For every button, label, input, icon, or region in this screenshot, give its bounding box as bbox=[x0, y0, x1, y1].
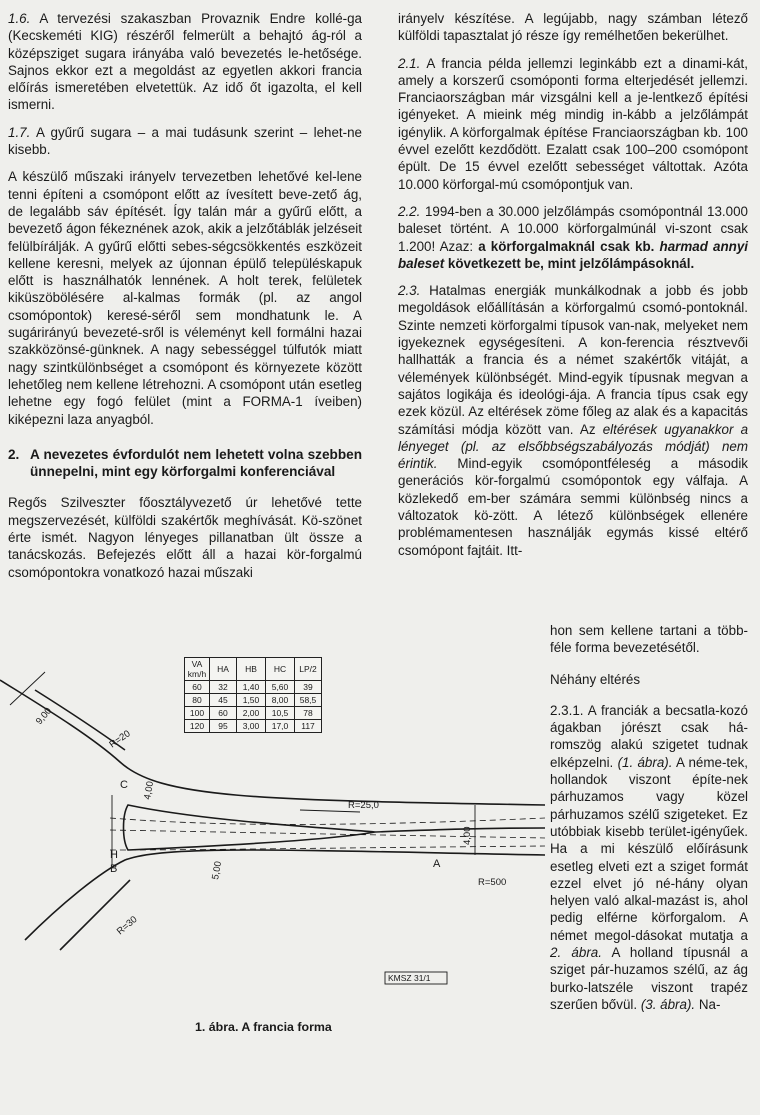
table-cell: 10,5 bbox=[266, 707, 295, 720]
table-cell: 8,00 bbox=[266, 694, 295, 707]
bold-italic-text: harmad annyi baleset bbox=[398, 238, 748, 271]
carriageway-edge bbox=[375, 828, 545, 832]
table-cell: 95 bbox=[210, 720, 237, 733]
italic-text: eltérések ugyanakkor a lényeget (pl. az elsőbbségszabályozás módját) nem érintik. bbox=[398, 421, 749, 472]
centerline bbox=[110, 830, 545, 838]
dimension-label: 4,00 bbox=[142, 780, 157, 801]
figure-ref: (3. ábra). bbox=[640, 996, 696, 1012]
table-cell: 45 bbox=[210, 694, 237, 707]
paragraph-body: A készülő műszaki irányelv tervezetben lehetővé kel-lene tenni építeni a csomópont előtt az ívesített beve-zető ág, de legalább sáv építését. Így talán már a gyűrű előtt, a bevezető ágon fékeznének azok, akik a jelzőtáblák jelzéseit felülbírálják. A gyűrű előtti sebes-ségcsökkentés eszközeit kellene keresni, melyek az újonnan épülő településkapuk előtt is használhatók lennének. A holt terek, felületek kiküszöbölésére al-kalmas formák (pl. az angol csomópontok) keresé-séről sem mondhatunk le. A sugárirányú bevezeté-sről is véleményt kell formálni hazai szakközönsé-günknek. A nagy sebességgel túlfutók miatt nagy szintkülönbséget a csomópont és környezete között lehetőleg nem kellene létrehozni. A csomópont után esetleg lehetne egy fogó felület (mint a FORMA-1 íveiben) kiképezni laza anyagból. bbox=[8, 169, 362, 427]
radius-label: R=20 bbox=[107, 728, 133, 751]
heading-number: 2. bbox=[8, 446, 20, 462]
table-cell: 60 bbox=[210, 707, 237, 720]
paragraph-text: Na- bbox=[695, 996, 721, 1012]
dimension-label: 9,00 bbox=[33, 705, 55, 727]
table-cell: 2,00 bbox=[237, 707, 266, 720]
left-column bbox=[8, 10, 362, 591]
radius-label: R=500 bbox=[478, 877, 507, 888]
table-cell: 100 bbox=[185, 707, 210, 720]
point-label-h: H bbox=[110, 849, 118, 861]
table-header-cell: HC bbox=[266, 658, 295, 681]
section-heading bbox=[8, 446, 362, 481]
point-label-a: A bbox=[433, 858, 441, 870]
drawing-stamp: KMSZ 31/1 bbox=[388, 973, 431, 983]
road-edge-lower-inner bbox=[60, 880, 130, 950]
right-column bbox=[398, 10, 748, 559]
paragraph-text: Mind-egyik csomópontféleség a második generációs kör-forgalmú csomópontok egy válfaja. A közlekedő em-ber számára semmi különbség nincs a változatok kö-zött. A létező különbségek ellenére problémamentesen használják egymás kissé eltérő csomópont fajtáit. Itt- bbox=[398, 456, 748, 558]
paragraph-continuation-2: hon sem kellene tartani a több-féle forma bevezetésétől. bbox=[550, 623, 748, 656]
paragraph-2-3 bbox=[398, 282, 748, 559]
paragraph-text: A francia példa jellemzi leginkább ezt a dinami-kát, amely a korszerű csomóponti forma elterjedését jellemzi. Franciaországban már vizsgálni kell a je-lentkező építési igényeket. A mieink még mindig in-kább a jelzőlámpát igénylik. A körforgalmak építése Franciaországban kb. 100 évvel ezelőtt kezdődött. Ezalatt csak 100–200 csomópont épült. De 15 évvel ezelőtt sebességet váltottak. Azóta 10.000 körforgal-mú csomópontjuk van. bbox=[398, 55, 748, 192]
paragraph-text: Hatalmas energiák munkálkodnak a jobb és jobb megoldások előállításán a körforgalmú csomó-pontoknál. Szinte nemzeti körforgalmi típusok van-nak, melyeket nem igyekeznek egységesíteni. A kon-ferencia résztvevői hallhatták a francia és a német szakértők vitáját, a vélemények különbségét. Mind-egyik típusnak megvan a sajátos logikája és ideológi-ája. A francia típus csak egy ezek közül. Az eltérések zöme főleg az alak és a kapacitás számítási módja között van. Az bbox=[398, 283, 748, 437]
table-cell: 117 bbox=[295, 720, 322, 733]
roundabout-entry-drawing bbox=[0, 650, 545, 1020]
radius-label: R=25,0 bbox=[348, 800, 379, 811]
bold-text: következett be, mint jelzőlámpásoknál. bbox=[444, 255, 695, 271]
guide-line bbox=[110, 818, 545, 824]
table-cell: 1,50 bbox=[237, 694, 266, 707]
paragraph-body-2: Regős Szilveszter főosztályvezető úr lehetővé tette megszervezését, külföldi szakértők meghívását. Kö-szönet érte ismét. Nagyon lényeges pillanatban ült össze a tanácskozás. Befejezés előtt áll a hazai kör-forgalmú csomópontokra vonatkozó hazai műszaki bbox=[8, 495, 362, 580]
section-number: 2.2. bbox=[398, 203, 421, 219]
section-number: 2.3. bbox=[398, 283, 421, 299]
road-edge-lower-outer bbox=[25, 850, 545, 940]
table-header-cell: VA km/h bbox=[185, 658, 210, 681]
figure-ref: (1. ábra). bbox=[617, 754, 673, 770]
dimension-line bbox=[10, 672, 45, 705]
figure-ref: 2. ábra. bbox=[550, 945, 602, 961]
section-number: 2.1. bbox=[398, 55, 421, 71]
paragraph-text: A néme-tek, hollandok viszont építe-nek párhuzamos vagy közel párhuzamos szélű szigeteket. Ez utóbbiak kisebb terület-igényűek. Ha a mi készülő előírásunk esetleg elveti ezt a sziget formát ezzel elvet jó né-hány olyan helyen való alkal-mazást is, ahol pedig elférne körforgalom. A német megol-dásokat mutatja a bbox=[550, 754, 749, 943]
dimension-label: 4,00 bbox=[462, 826, 473, 845]
table-cell: 1,40 bbox=[237, 681, 266, 694]
paragraph-2-1 bbox=[398, 55, 748, 193]
table-cell: 32 bbox=[210, 681, 237, 694]
point-label-b: B bbox=[110, 863, 118, 875]
paragraph-text: A franciák a becsatla-kozó ágakban jórészt csak há-romszög alakú szigetet tudnak elképzelni. bbox=[550, 702, 748, 770]
point-label-c: C bbox=[120, 779, 128, 791]
paragraph-text: 1994-ben a 30.000 jelzőlámpás csomópontnál 13.000 baleset történt. A 10.000 körforgalmúnál vi-szont csak 1.200! Azaz: bbox=[398, 203, 748, 254]
paragraph-2-2 bbox=[398, 203, 748, 272]
subheading: Néhány eltérés bbox=[550, 671, 641, 687]
bold-text: a körforgalmaknál csak kb. bbox=[478, 238, 660, 254]
paragraph-continuation: irányelv készítése. A legújabb, nagy számban létező külföldi tapasztalat jó része így remélhetően bekerülhet. bbox=[398, 11, 748, 44]
table-cell: 78 bbox=[295, 707, 322, 720]
paragraph-1-7 bbox=[8, 124, 362, 159]
figure-1 bbox=[0, 650, 545, 1050]
section-number: 1.6. bbox=[8, 11, 31, 26]
table-cell: 3,00 bbox=[237, 720, 266, 733]
table-cell: 60 bbox=[185, 681, 210, 694]
table-header-cell: HA bbox=[210, 658, 237, 681]
paragraph-2-3-1 bbox=[550, 702, 748, 1013]
section-number: 1.7. bbox=[8, 124, 31, 140]
table-cell: 39 bbox=[295, 681, 322, 694]
table-cell: 17,0 bbox=[266, 720, 295, 733]
table-cell: 80 bbox=[185, 694, 210, 707]
table-cell: 58,5 bbox=[295, 694, 322, 707]
table-header-cell: HB bbox=[237, 658, 266, 681]
section-number: 2.3.1. bbox=[550, 702, 584, 718]
road-edge-upper-outer bbox=[0, 680, 545, 805]
right-narrow-column bbox=[550, 622, 748, 1023]
paragraph-text: A gyűrű sugara – a mai tudásunk szerint – lehet-ne kisebb. bbox=[8, 124, 362, 158]
table-cell: 5,60 bbox=[266, 681, 295, 694]
table-header-cell: LP/2 bbox=[295, 658, 322, 681]
radius-label: R=30 bbox=[114, 914, 140, 938]
heading-text: A nevezetes évfordulót nem lehetett volna szebben ünnepelni, mint egy körforgalmi konferenciával bbox=[30, 446, 362, 480]
splitter-island bbox=[124, 805, 376, 850]
figure-caption: 1. ábra. A francia forma bbox=[195, 1020, 332, 1034]
paragraph-text: A holland típusnál a sziget pár-huzamos szélű, az ág burko-latszéle viszont trapéz szerűen bővül. bbox=[550, 945, 748, 1012]
table-cell: 120 bbox=[185, 720, 210, 733]
paragraph-text: A tervezési szakaszban Provaznik Endre kollé-ga (Kecskeméti KIG) részéről felmerült a behajtó ág-ról a középsziget sugara irányába való bevezetés le-hetősége. Sajnos ekkor ezt a megoldást az egyetlen akkori francia előírás ismeretében elvetettük. Az idő őt igazolta, el kell ismerni. bbox=[8, 11, 362, 113]
dimension-label: 5,00 bbox=[210, 860, 225, 881]
paragraph-1-6 bbox=[8, 10, 362, 114]
